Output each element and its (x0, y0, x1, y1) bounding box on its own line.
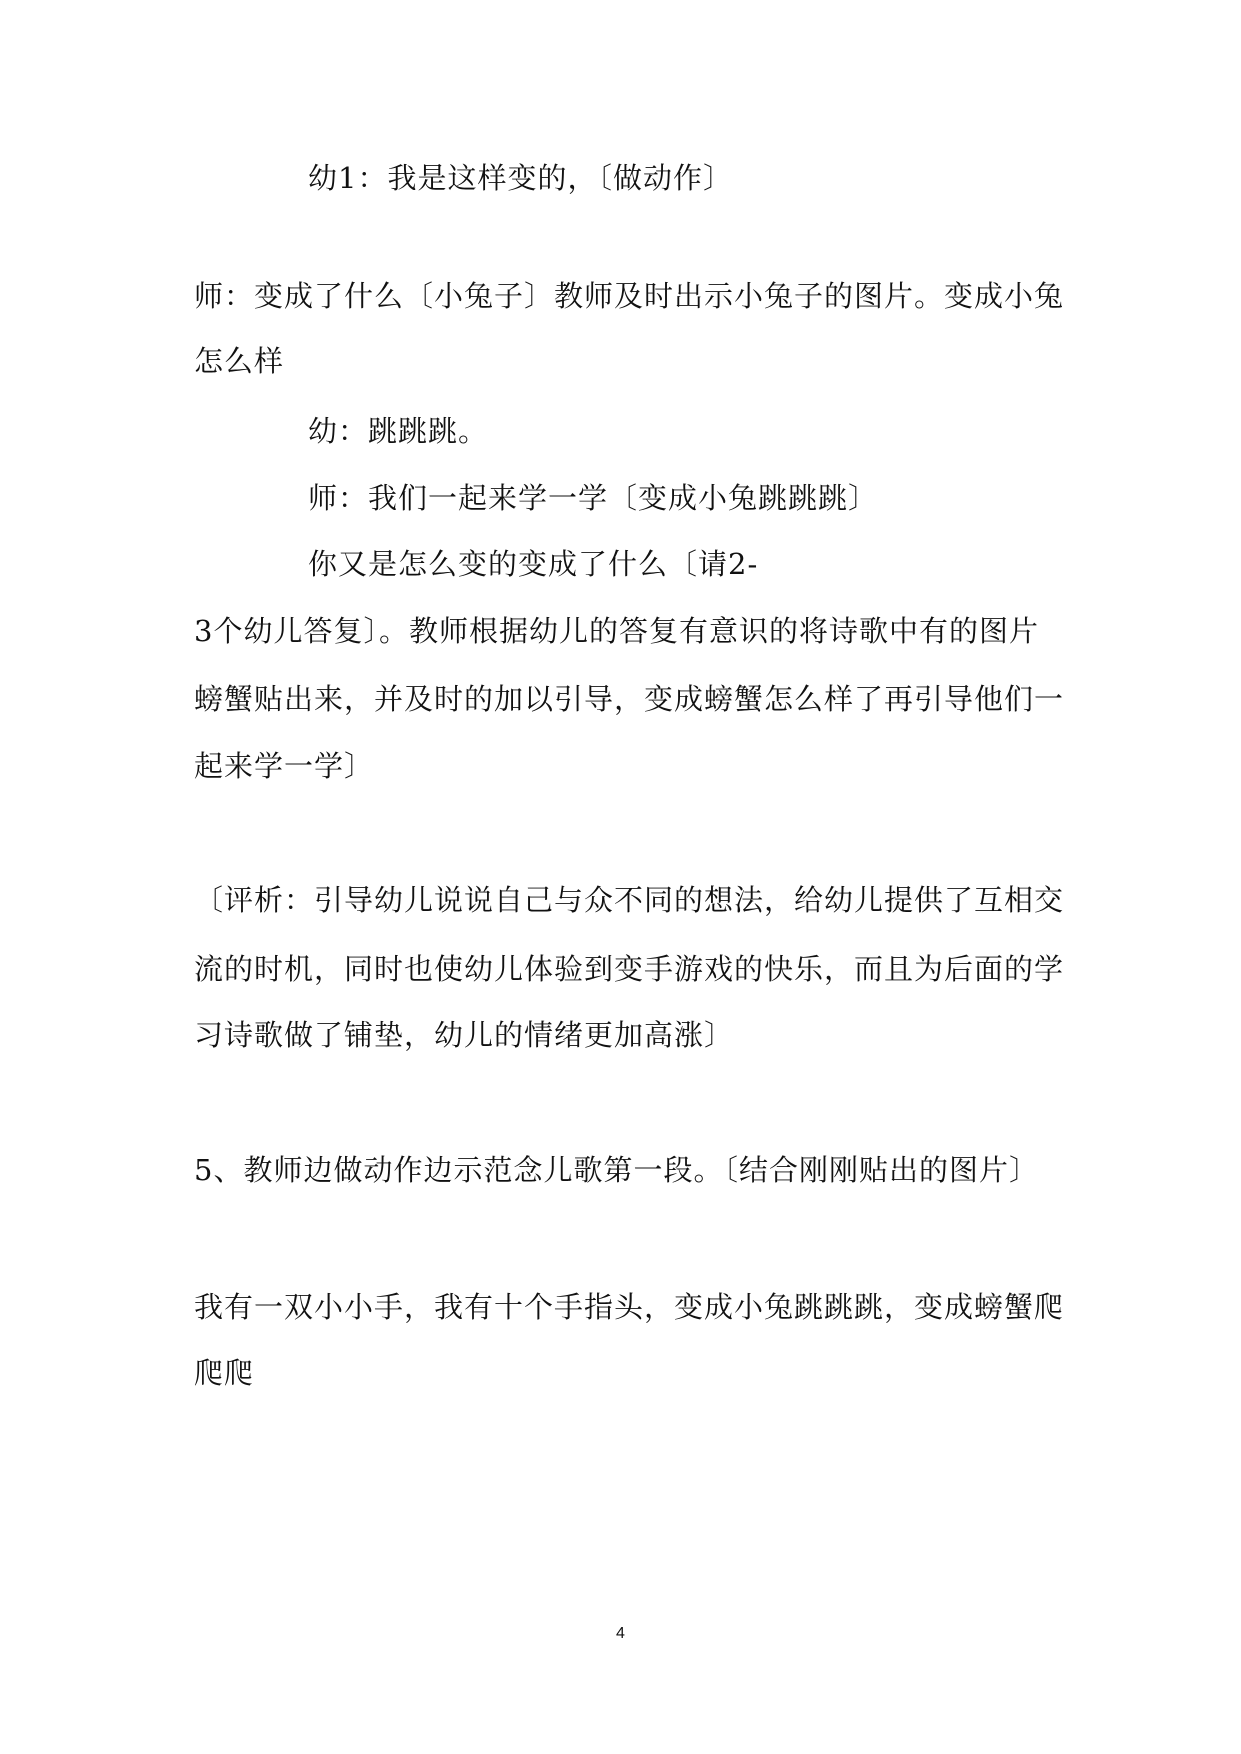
text-line: 流的时机，同时也使幼儿体验到变手游戏的快乐，而且为后面的学 (194, 952, 1065, 986)
text-line: 〔评析：引导幼儿说说自己与众不同的想法，给幼儿提供了互相交 (194, 883, 1065, 917)
text-line: 幼1：我是这样变的，〔做动作〕 (308, 161, 733, 195)
text-line: 起来学一学〕 (194, 749, 375, 783)
text-line: 爬爬 (194, 1356, 255, 1390)
text-line: 5、教师边做动作边示范念儿歌第一段。〔结合刚刚贴出的图片〕 (194, 1153, 1039, 1187)
text-line: 师：我们一起来学一学〔变成小兔跳跳跳〕 (308, 481, 879, 515)
text-line: 幼：跳跳跳。 (308, 414, 489, 448)
page-number: 4 (616, 1625, 625, 1642)
text-line: 师：变成了什么〔小兔子〕教师及时出示小兔子的图片。变成小兔 (194, 279, 1065, 313)
text-line: 怎么样 (194, 344, 285, 378)
text-line: 习诗歌做了铺垫，幼儿的情绪更加高涨〕 (194, 1018, 735, 1052)
text-line: 你又是怎么变的变成了什么〔请2- (308, 547, 759, 581)
text-line: 我有一双小小手，我有十个手指头，变成小兔跳跳跳，变成螃蟹爬 (194, 1290, 1065, 1324)
text-line: 螃蟹贴出来，并及时的加以引导，变成螃蟹怎么样了再引导他们一 (194, 682, 1065, 716)
text-line: 3个幼儿答复〕。教师根据幼儿的答复有意识的将诗歌中有的图片 (194, 614, 1039, 648)
